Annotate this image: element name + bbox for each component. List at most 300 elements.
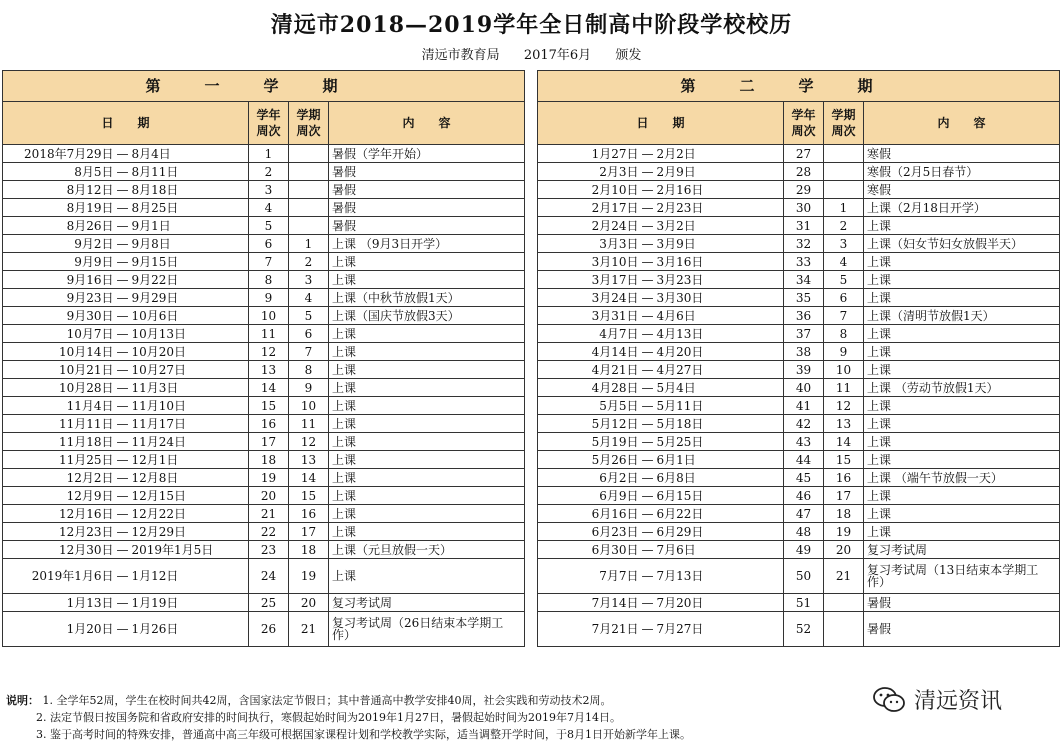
row-content: 暑假 bbox=[329, 181, 525, 199]
date-to: 3月30日 bbox=[654, 289, 784, 307]
date-dash: — bbox=[116, 218, 129, 233]
date-dash: — bbox=[116, 398, 129, 413]
year-week: 35 bbox=[784, 289, 824, 307]
table-row bbox=[3, 612, 525, 647]
table-row bbox=[3, 379, 525, 397]
row-content: 上课 bbox=[329, 253, 525, 271]
year-week: 12 bbox=[249, 343, 289, 361]
date-to: 9月29日 bbox=[129, 289, 249, 307]
date-to: 11月17日 bbox=[129, 415, 249, 433]
date-to: 9月1日 bbox=[129, 217, 249, 235]
table-row bbox=[538, 541, 1060, 559]
year-week: 15 bbox=[249, 397, 289, 415]
year-week: 34 bbox=[784, 271, 824, 289]
row-content: 上课 bbox=[329, 505, 525, 523]
date-dash: — bbox=[641, 182, 654, 197]
table-row bbox=[538, 145, 1060, 163]
row-content: 上课 bbox=[329, 433, 525, 451]
year-week: 26 bbox=[249, 612, 289, 647]
row-content: 上课 bbox=[864, 415, 1060, 433]
table-row bbox=[538, 559, 1060, 594]
note-text: 1. 全学年52周，学生在校时间共42周，含国家法定节假日；其中普通高中教学安排40周，社会实践和劳动技术2周。 bbox=[42, 694, 612, 707]
date-dash: — bbox=[116, 308, 129, 323]
date-from: 6月16日 bbox=[538, 505, 642, 523]
brand-name: 清远资讯 bbox=[914, 689, 1003, 714]
year-week: 37 bbox=[784, 325, 824, 343]
row-content: 复习考试周（26日结束本学期工作） bbox=[329, 612, 525, 647]
year-week: 30 bbox=[784, 199, 824, 217]
date-to: 8月25日 bbox=[129, 199, 249, 217]
date-dash: — bbox=[116, 164, 129, 179]
date-dash: — bbox=[116, 524, 129, 539]
date-to: 8月11日 bbox=[129, 163, 249, 181]
term-week bbox=[289, 145, 329, 163]
term-week bbox=[824, 594, 864, 612]
term-week: 7 bbox=[824, 307, 864, 325]
date-from: 9月2日 bbox=[3, 235, 117, 253]
date-from: 10月14日 bbox=[3, 343, 117, 361]
year-week: 21 bbox=[249, 505, 289, 523]
term-week: 20 bbox=[824, 541, 864, 559]
year-week: 49 bbox=[784, 541, 824, 559]
date-dash: — bbox=[641, 416, 654, 431]
row-content: 上课 bbox=[329, 379, 525, 397]
date-from: 12月16日 bbox=[3, 505, 117, 523]
row-content: 复习考试周 bbox=[329, 594, 525, 612]
date-to: 2月9日 bbox=[654, 163, 784, 181]
year-week: 23 bbox=[249, 541, 289, 559]
term-week bbox=[824, 163, 864, 181]
date-to: 10月20日 bbox=[129, 343, 249, 361]
date-to: 10月13日 bbox=[129, 325, 249, 343]
term-week: 11 bbox=[824, 379, 864, 397]
date-dash: — bbox=[116, 434, 129, 449]
table-row bbox=[3, 397, 525, 415]
date-to: 11月3日 bbox=[129, 379, 249, 397]
date-from: 5月12日 bbox=[538, 415, 642, 433]
page-title: 清远市2018—2019学年全日制高中阶段学校校历 bbox=[270, 12, 793, 38]
date-to: 7月13日 bbox=[654, 559, 784, 594]
term-week: 20 bbox=[289, 594, 329, 612]
row-content: 上课 bbox=[329, 361, 525, 379]
date-dash: — bbox=[641, 272, 654, 287]
date-from: 1月20日 bbox=[3, 612, 117, 647]
date-to: 4月27日 bbox=[654, 361, 784, 379]
term-week bbox=[824, 145, 864, 163]
term-week: 6 bbox=[289, 325, 329, 343]
date-dash: — bbox=[116, 290, 129, 305]
date-from: 4月21日 bbox=[538, 361, 642, 379]
year-week: 9 bbox=[249, 289, 289, 307]
term-week: 19 bbox=[289, 559, 329, 594]
date-to: 4月13日 bbox=[654, 325, 784, 343]
row-content: 上课 （9月3日开学） bbox=[329, 235, 525, 253]
term-week: 8 bbox=[289, 361, 329, 379]
notes-label: 说明： bbox=[6, 694, 39, 707]
date-from: 7月7日 bbox=[538, 559, 642, 594]
table-row bbox=[3, 469, 525, 487]
date-to: 5月11日 bbox=[654, 397, 784, 415]
year-week: 47 bbox=[784, 505, 824, 523]
row-content: 上课 bbox=[864, 451, 1060, 469]
row-content: 上课（妇女节妇女放假半天） bbox=[864, 235, 1060, 253]
year-week: 28 bbox=[784, 163, 824, 181]
header-term-week: 学期周次 bbox=[824, 102, 864, 145]
date-to: 9月8日 bbox=[129, 235, 249, 253]
date-dash: — bbox=[116, 488, 129, 503]
date-from: 11月11日 bbox=[3, 415, 117, 433]
row-content: 暑假 bbox=[864, 594, 1060, 612]
date-from: 11月18日 bbox=[3, 433, 117, 451]
date-from: 8月26日 bbox=[3, 217, 117, 235]
term-week: 3 bbox=[824, 235, 864, 253]
date-dash: — bbox=[117, 612, 129, 647]
term-week: 19 bbox=[824, 523, 864, 541]
date-to: 2月2日 bbox=[654, 145, 784, 163]
row-content: 暑假（学年开始） bbox=[329, 145, 525, 163]
date-dash: — bbox=[116, 236, 129, 251]
date-from: 8月19日 bbox=[3, 199, 117, 217]
date-to: 3月23日 bbox=[654, 271, 784, 289]
header-date: 日 期 bbox=[538, 102, 784, 145]
row-content: 上课 bbox=[329, 451, 525, 469]
date-from: 3月24日 bbox=[538, 289, 642, 307]
table-row bbox=[538, 253, 1060, 271]
header-content: 内 容 bbox=[864, 102, 1060, 145]
term-week: 1 bbox=[289, 235, 329, 253]
date-dash: — bbox=[641, 595, 654, 610]
row-content: 上课 （劳动节放假1天） bbox=[864, 379, 1060, 397]
date-dash: — bbox=[116, 542, 129, 557]
date-to: 10月27日 bbox=[129, 361, 249, 379]
date-from: 3月17日 bbox=[538, 271, 642, 289]
year-week: 46 bbox=[784, 487, 824, 505]
table-row bbox=[538, 307, 1060, 325]
year-week: 43 bbox=[784, 433, 824, 451]
term-week: 12 bbox=[824, 397, 864, 415]
term-week: 12 bbox=[289, 433, 329, 451]
row-content: 上课 bbox=[864, 271, 1060, 289]
year-week: 39 bbox=[784, 361, 824, 379]
table-row bbox=[538, 289, 1060, 307]
date-dash: — bbox=[116, 254, 129, 269]
row-content: 上课 bbox=[329, 487, 525, 505]
row-content: 上课 bbox=[864, 325, 1060, 343]
term-week: 1 bbox=[824, 199, 864, 217]
year-week: 45 bbox=[784, 469, 824, 487]
date-dash: — bbox=[641, 344, 654, 359]
date-from: 9月23日 bbox=[3, 289, 117, 307]
date-to: 8月4日 bbox=[129, 145, 249, 163]
term-week: 17 bbox=[289, 523, 329, 541]
date-dash: — bbox=[641, 362, 654, 377]
date-to: 12月8日 bbox=[129, 469, 249, 487]
term-week: 21 bbox=[824, 559, 864, 594]
term-week: 4 bbox=[289, 289, 329, 307]
date-from: 12月9日 bbox=[3, 487, 117, 505]
date-dash: — bbox=[116, 146, 129, 161]
date-from: 1月13日 bbox=[3, 594, 117, 612]
term-week: 15 bbox=[289, 487, 329, 505]
date-to: 3月16日 bbox=[654, 253, 784, 271]
date-from: 9月16日 bbox=[3, 271, 117, 289]
table-row bbox=[3, 307, 525, 325]
table-row bbox=[538, 451, 1060, 469]
date-from: 2月3日 bbox=[538, 163, 642, 181]
table-row bbox=[538, 397, 1060, 415]
table-row bbox=[3, 433, 525, 451]
row-content: 上课 （端午节放假一天） bbox=[864, 469, 1060, 487]
table-row bbox=[538, 487, 1060, 505]
date-to: 5月4日 bbox=[654, 379, 784, 397]
date-to: 3月9日 bbox=[654, 235, 784, 253]
date-to: 12月22日 bbox=[129, 505, 249, 523]
notes bbox=[6, 692, 866, 743]
issue-action: 颁发 bbox=[615, 48, 642, 63]
date-from: 7月21日 bbox=[538, 612, 642, 647]
date-from: 10月21日 bbox=[3, 361, 117, 379]
date-to: 9月22日 bbox=[129, 271, 249, 289]
table-row bbox=[538, 343, 1060, 361]
row-content: 上课 bbox=[864, 505, 1060, 523]
table-row bbox=[3, 343, 525, 361]
date-to: 1月19日 bbox=[129, 594, 249, 612]
row-content: 暑假 bbox=[864, 612, 1060, 647]
date-to: 11月24日 bbox=[129, 433, 249, 451]
date-to: 6月8日 bbox=[654, 469, 784, 487]
table-row bbox=[538, 325, 1060, 343]
date-dash: — bbox=[116, 344, 129, 359]
term-week: 3 bbox=[289, 271, 329, 289]
date-dash: — bbox=[641, 236, 654, 251]
year-week: 50 bbox=[784, 559, 824, 594]
table-row bbox=[538, 612, 1060, 647]
table-row bbox=[3, 415, 525, 433]
row-content: 上课 bbox=[864, 361, 1060, 379]
date-dash: — bbox=[116, 380, 129, 395]
date-dash: — bbox=[641, 524, 654, 539]
term-week: 7 bbox=[289, 343, 329, 361]
table-row bbox=[3, 325, 525, 343]
row-content: 上课 bbox=[329, 469, 525, 487]
row-content: 寒假 bbox=[864, 181, 1060, 199]
date-dash: — bbox=[641, 398, 654, 413]
row-content: 上课 bbox=[329, 271, 525, 289]
date-from: 9月30日 bbox=[3, 307, 117, 325]
row-content: 暑假 bbox=[329, 199, 525, 217]
date-to: 12月15日 bbox=[129, 487, 249, 505]
row-content: 上课 bbox=[864, 433, 1060, 451]
table-row bbox=[3, 199, 525, 217]
row-content: 上课 bbox=[864, 289, 1060, 307]
year-week: 33 bbox=[784, 253, 824, 271]
date-from: 2018年7月29日 bbox=[3, 145, 117, 163]
date-dash: — bbox=[116, 506, 129, 521]
semester1-title: 第一学期 bbox=[3, 71, 525, 102]
table-row bbox=[3, 594, 525, 612]
date-dash: — bbox=[116, 272, 129, 287]
term-week: 16 bbox=[824, 469, 864, 487]
date-to: 6月29日 bbox=[654, 523, 784, 541]
date-to: 11月10日 bbox=[129, 397, 249, 415]
year-week: 48 bbox=[784, 523, 824, 541]
date-from: 6月2日 bbox=[538, 469, 642, 487]
date-dash: — bbox=[641, 308, 654, 323]
year-week: 17 bbox=[249, 433, 289, 451]
date-dash: — bbox=[641, 452, 654, 467]
date-dash: — bbox=[641, 200, 654, 215]
date-from: 7月14日 bbox=[538, 594, 642, 612]
table-row bbox=[3, 271, 525, 289]
date-from: 4月28日 bbox=[538, 379, 642, 397]
date-to: 1月26日 bbox=[129, 612, 249, 647]
year-week: 51 bbox=[784, 594, 824, 612]
term-week: 11 bbox=[289, 415, 329, 433]
term-week: 21 bbox=[289, 612, 329, 647]
date-from: 3月3日 bbox=[538, 235, 642, 253]
term-week: 6 bbox=[824, 289, 864, 307]
year-week: 8 bbox=[249, 271, 289, 289]
row-content: 上课 bbox=[864, 343, 1060, 361]
date-to: 4月20日 bbox=[654, 343, 784, 361]
date-from: 6月9日 bbox=[538, 487, 642, 505]
row-content: 上课（2月18日开学） bbox=[864, 199, 1060, 217]
date-to: 6月1日 bbox=[654, 451, 784, 469]
table-row bbox=[538, 469, 1060, 487]
date-dash: — bbox=[641, 218, 654, 233]
year-week: 22 bbox=[249, 523, 289, 541]
table-row bbox=[538, 361, 1060, 379]
date-dash: — bbox=[641, 290, 654, 305]
date-to: 9月15日 bbox=[129, 253, 249, 271]
year-week: 16 bbox=[249, 415, 289, 433]
table-row bbox=[538, 523, 1060, 541]
row-content: 上课 bbox=[329, 415, 525, 433]
term-week: 2 bbox=[289, 253, 329, 271]
year-week: 44 bbox=[784, 451, 824, 469]
date-dash: — bbox=[641, 326, 654, 341]
date-to: 12月1日 bbox=[129, 451, 249, 469]
row-content: 上课 bbox=[864, 397, 1060, 415]
year-week: 24 bbox=[249, 559, 289, 594]
term-week: 18 bbox=[289, 541, 329, 559]
year-week: 13 bbox=[249, 361, 289, 379]
date-to: 5月18日 bbox=[654, 415, 784, 433]
date-to: 2月23日 bbox=[654, 199, 784, 217]
date-from: 5月5日 bbox=[538, 397, 642, 415]
row-content: 上课（元旦放假一天） bbox=[329, 541, 525, 559]
year-week: 31 bbox=[784, 217, 824, 235]
term-week: 14 bbox=[289, 469, 329, 487]
date-dash: — bbox=[116, 470, 129, 485]
year-week: 42 bbox=[784, 415, 824, 433]
header-year-week: 学年周次 bbox=[784, 102, 824, 145]
date-to: 8月18日 bbox=[129, 181, 249, 199]
date-dash: — bbox=[116, 326, 129, 341]
wechat-icon bbox=[872, 686, 906, 714]
year-week: 14 bbox=[249, 379, 289, 397]
table-row bbox=[3, 505, 525, 523]
header-term-week: 学期周次 bbox=[289, 102, 329, 145]
date-to: 7月6日 bbox=[654, 541, 784, 559]
date-to: 2019年1月5日 bbox=[129, 541, 249, 559]
date-from: 5月26日 bbox=[538, 451, 642, 469]
term-week: 13 bbox=[289, 451, 329, 469]
table-row bbox=[3, 451, 525, 469]
table-row bbox=[3, 523, 525, 541]
term-week: 9 bbox=[289, 379, 329, 397]
date-dash: — bbox=[642, 559, 654, 594]
note-line-1 bbox=[6, 692, 866, 709]
row-content: 上课（国庆节放假3天） bbox=[329, 307, 525, 325]
table-row bbox=[538, 433, 1060, 451]
date-from: 2月10日 bbox=[538, 181, 642, 199]
row-content: 上课 bbox=[864, 487, 1060, 505]
term-week bbox=[289, 199, 329, 217]
row-content: 暑假 bbox=[329, 217, 525, 235]
issuer: 清远市教育局 bbox=[421, 48, 500, 63]
term-week bbox=[289, 163, 329, 181]
row-content: 上课 bbox=[329, 559, 525, 594]
date-dash: — bbox=[116, 595, 129, 610]
year-week: 41 bbox=[784, 397, 824, 415]
year-week: 5 bbox=[249, 217, 289, 235]
date-from: 2019年1月6日 bbox=[3, 559, 117, 594]
row-content: 复习考试周 bbox=[864, 541, 1060, 559]
table-row bbox=[538, 505, 1060, 523]
date-dash: — bbox=[641, 470, 654, 485]
date-dash: — bbox=[117, 559, 129, 594]
term-week: 14 bbox=[824, 433, 864, 451]
date-dash: — bbox=[641, 254, 654, 269]
date-to: 7月27日 bbox=[654, 612, 784, 647]
year-week: 19 bbox=[249, 469, 289, 487]
date-from: 6月23日 bbox=[538, 523, 642, 541]
table-row bbox=[3, 487, 525, 505]
year-week: 29 bbox=[784, 181, 824, 199]
date-to: 1月12日 bbox=[129, 559, 249, 594]
term-week: 10 bbox=[824, 361, 864, 379]
date-to: 12月29日 bbox=[129, 523, 249, 541]
row-content: 上课 bbox=[329, 325, 525, 343]
date-from: 4月7日 bbox=[538, 325, 642, 343]
date-to: 4月6日 bbox=[654, 307, 784, 325]
date-to: 10月6日 bbox=[129, 307, 249, 325]
term-week: 13 bbox=[824, 415, 864, 433]
date-from: 3月10日 bbox=[538, 253, 642, 271]
date-from: 10月7日 bbox=[3, 325, 117, 343]
date-from: 3月31日 bbox=[538, 307, 642, 325]
year-week: 11 bbox=[249, 325, 289, 343]
table-row bbox=[538, 163, 1060, 181]
header-content: 内 容 bbox=[329, 102, 525, 145]
year-week: 36 bbox=[784, 307, 824, 325]
table-row bbox=[3, 145, 525, 163]
year-week: 3 bbox=[249, 181, 289, 199]
year-week: 38 bbox=[784, 343, 824, 361]
term-week bbox=[824, 612, 864, 647]
table-row bbox=[3, 361, 525, 379]
date-from: 11月4日 bbox=[3, 397, 117, 415]
date-from: 5月19日 bbox=[538, 433, 642, 451]
date-dash: — bbox=[641, 146, 654, 161]
year-week: 18 bbox=[249, 451, 289, 469]
row-content: 复习考试周（13日结束本学期工作） bbox=[864, 559, 1060, 594]
table-row bbox=[538, 594, 1060, 612]
date-from: 11月25日 bbox=[3, 451, 117, 469]
note-line-3: 3. 鉴于高考时间的特殊安排，普通高中高三年级可根据国家课程计划和学校教学实际，适当调整开学时间，于8月1日开始新学年上课。 bbox=[36, 728, 691, 741]
term-week bbox=[289, 217, 329, 235]
